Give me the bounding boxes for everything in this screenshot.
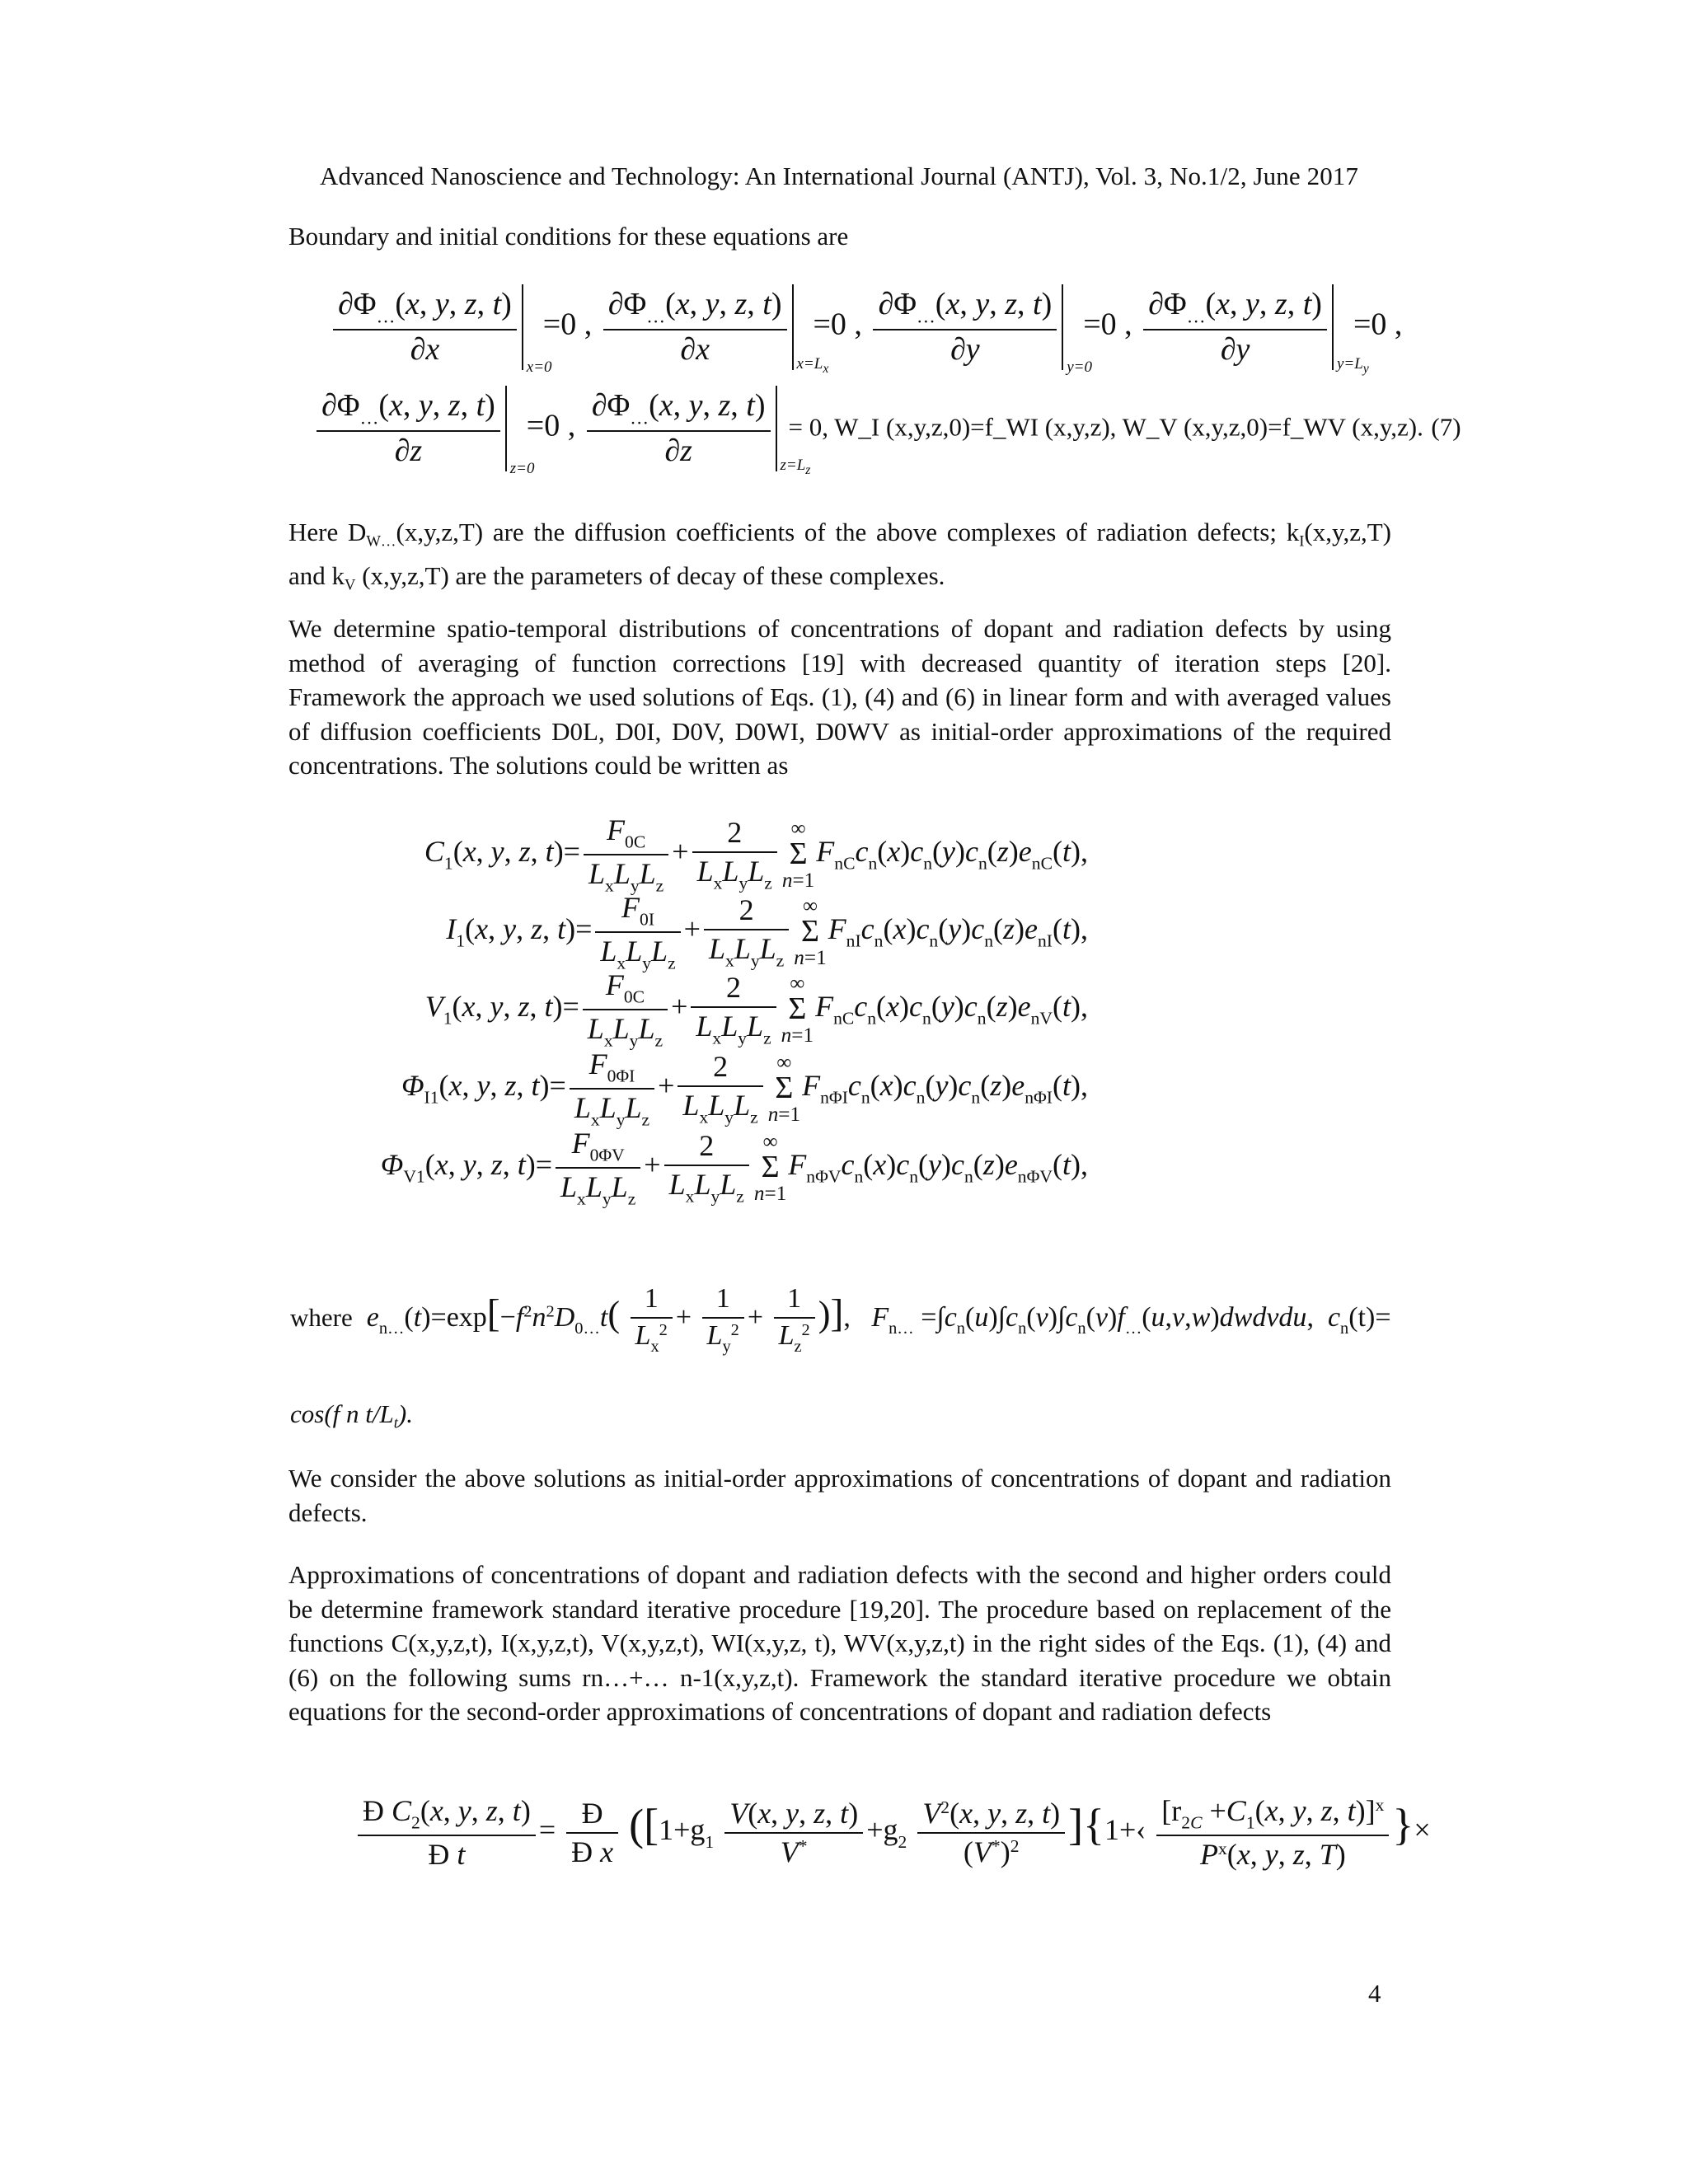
second-order-equation: $\frac{Ð C_2(x, y, z, t)}{\text{Ð t}}$ = $\frac{Ð}{\text{Ð x}}$ ([$1+g_1$ $\frac{V(x, y, z, t)}{V^*}$ $+g_2$ $\frac{V^2(x, y, z, t)}{(V^*)^2}$ ]{1+‹ $\frac{[r_{2C} +C_1(x, y, z, t)]^x}{P^x(x, y, z, T)}$ }×: [354, 1793, 1431, 1873]
paragraph-approximations: Approximations of concentrations of dopant and radiation defects with the second and higher orders could be determine framework standard iterative procedure [19,20]. The procedure based on replacement of the functions C(x,y,z,t), I(x,y,z,t), V(x,y,z,t), WI(x,y,z, t), WV(x,y,z,t) in the right sides of the Eqs. (1), (4) and (6) on the following sums rn…+… n-1(x,y,z,t). Framework the standard iterative procedure we obtain equations for the second-order approximations of concentrations of dopant and radiation defects: [288, 1560, 1391, 1726]
page-number: 4: [1368, 1979, 1381, 2008]
equation-number-7: (7): [1431, 412, 1461, 442]
solution-equation: $\Phi_{V1}(x$, y, z, t)= $\frac{F_{0\Phi V}}{L_xL_yL_z}$ + $\frac{2}{L_xL_yL_z}$ ∞ Σ n=1 $F_{n\Phi V}c_n(x)c_n(y)c_n(z)e_{n\Phi V}(t)$,: [380, 1127, 1088, 1209]
solution-equation: $\Phi_{I1}(x$, y, z, t)= $\frac{F_{0\Phi I}}{L_xL_yL_z}$ + $\frac{2}{L_xL_yL_z}$ ∞ Σ n=1 $F_{n\Phi I}c_n(x)c_n(y)c_n(z)e_{n\Phi I}(t)$,: [401, 1047, 1088, 1130]
solution-equation: $C_1(x$, y, z, t)= $\frac{F_{0C}}{L_xL_yL_z}$ + $\frac{2}{L_xL_yL_z}$ ∞ Σ n=1 $F_{nC}c_n(x)c_n(y)c_n(z)e_{nC}(t)$,: [424, 813, 1088, 896]
where-definitions: where $e_{n\dots}(t)=\exp[-f^2n^2D_{0\dots}t$( $\frac{1}{L_x^2}$ + $\frac{1}{L_y^2}$ + $\frac{1}{L_z^2}$ )], $F_{n\dots}$ $=\int c_n(u)\int c_n(v)\int c_n(v)f_\dots(u,v,w)dwdvdu$, $c_n(t)=$: [290, 1283, 1391, 1356]
journal-header: Advanced Nanoscience and Technology: An International Journal (ANTJ), Vol. 3, No.1/2, June 2017: [320, 162, 1358, 190]
paragraph-method: We determine spatio-temporal distributions of concentrations of dopant and radiation defects by using method of averaging of function corrections [19] with decreased quantity of iteration steps [20]. Framework the approach we used solutions of Eqs. (1), (4) and (6) in linear form and with averaged values of diffusion coefficients D0L, D0I, D0V, D0WI, D0WV as initial-order approximations of the required concentrations. The solutions could be written as: [288, 614, 1391, 780]
where-cos: cos(f n $t/L_t$).: [290, 1399, 413, 1432]
initial-conditions: = 0, W_I (x,y,z,0)=f_WI (x,y,z), W_V (x,y,z,0)=f_WV (x,y,z).: [788, 412, 1423, 442]
boundary-conditions-row-1: $\frac{\partial\Phi_\dots(x, y, z, t)}{\partial x}$ x=0 =0 , $\frac{\partial\Phi_\dots(x, y, z, t)}{\partial x}$ $x=L_x$ =0 , $\frac{\partial\Phi_\dots(x, y, z, t)}{\partial y}$ y=0 =0 , $\frac{\partial\Phi_\dots(x, y, z, t)}{\partial y}$ $y=L_y$ =0 ,: [330, 284, 1402, 370]
solution-equation: $I_1(x$, y, z, t)= $\frac{F_{0I}}{L_xL_yL_z}$ + $\frac{2}{L_xL_yL_z}$ ∞ Σ n=1 $F_{nI}c_n(x)c_n(y)c_n(z)e_{nI}(t)$,: [446, 891, 1088, 973]
paragraph-consider: We consider the above solutions as initial-order approximations of concentrations of dopant and radiation defects.: [288, 1464, 1391, 1527]
intro-line: Boundary and initial conditions for these equations are: [288, 222, 849, 251]
boundary-conditions-row-2: $\frac{\partial\Phi_\dots(x, y, z, t)}{\partial z}$ z=0 =0 , $\frac{\partial\Phi_\dots(x, y, z, t)}{\partial z}$ $z=L_z$ = 0, W_I (x,y,z,0)=f_WI (x,y,z), W_V (x,y,z,0)=f_WV (x,y,z). (7): [313, 386, 1461, 471]
solution-equation: $V_1(x$, y, z, t)= $\frac{F_{0C}}{L_xL_yL_z}$ + $\frac{2}{L_xL_yL_z}$ ∞ Σ n=1 $F_{nC}c_n(x)c_n(y)c_n(z)e_{nV}(t)$,: [424, 968, 1088, 1051]
paragraph-diffusion-coefficients: Here $D_{W\dots}(x,y,z,T)$ are the diffusion coefficients of the above complexes of radiation defects; $k_I(x,y,z,T)$ and $k_V$ (x,y,z,T) are the parameters of decay of these complexes.: [288, 518, 1391, 594]
